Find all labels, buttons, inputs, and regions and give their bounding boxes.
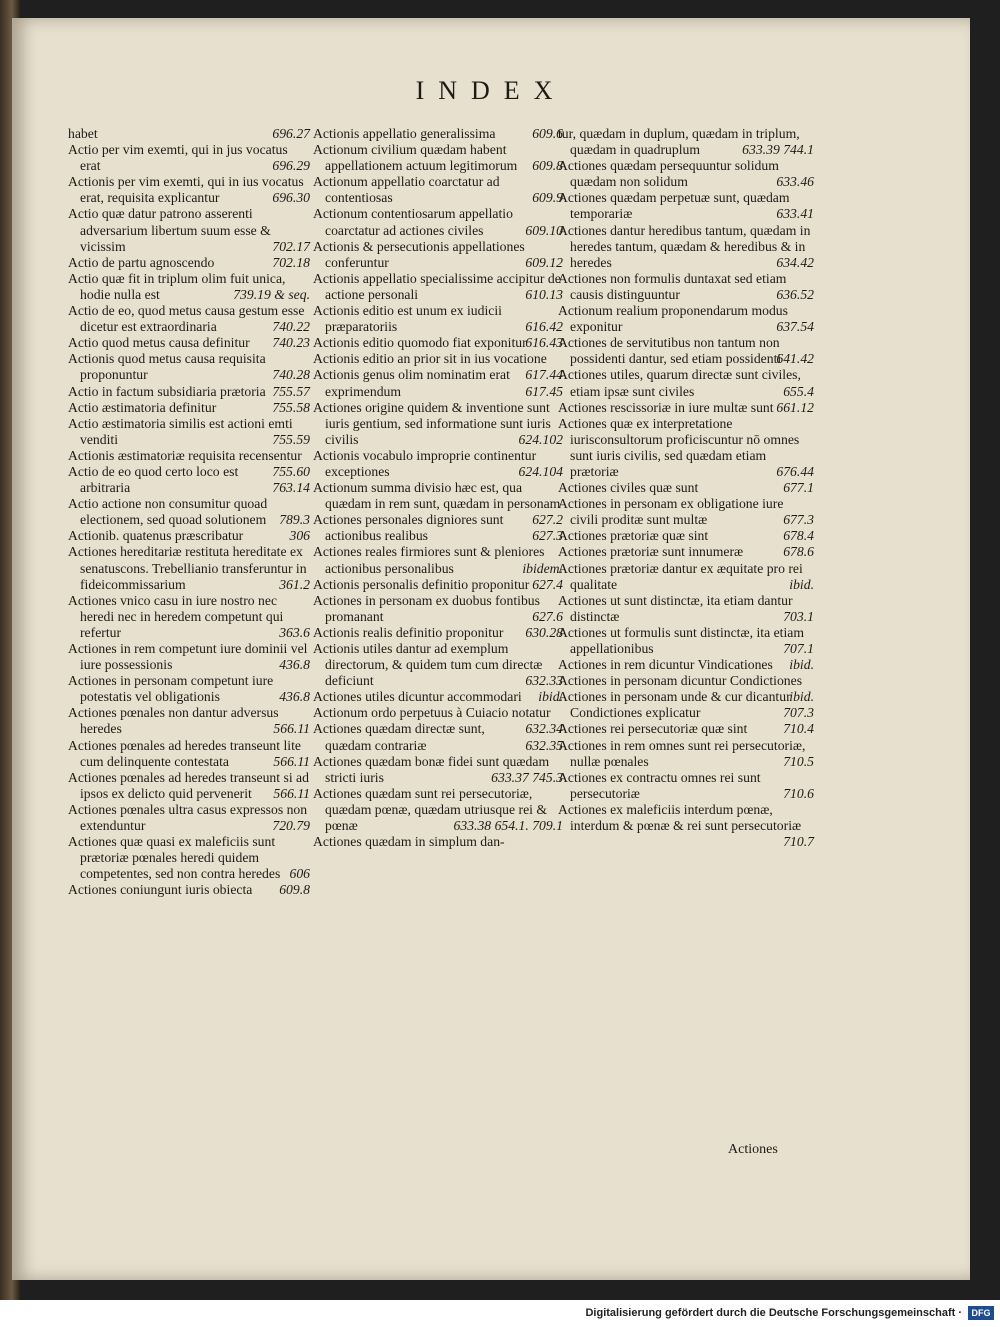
index-entry bbox=[68, 882, 310, 898]
index-entry bbox=[68, 255, 310, 271]
index-entry bbox=[558, 561, 814, 593]
index-entry bbox=[313, 303, 563, 335]
index-entry bbox=[313, 544, 563, 576]
entry-text: Actio de eo, quod metus causa gestum esse dicetur est extraordinaria bbox=[68, 303, 305, 335]
index-entry bbox=[558, 528, 814, 544]
index-entry bbox=[68, 705, 310, 737]
entry-text: Actiones in personam competunt iure potestatis vel obligationis bbox=[68, 673, 274, 705]
entry-text: Actiones in personam ex obligatione iure civili proditæ sunt multæ bbox=[558, 496, 784, 528]
index-entry bbox=[313, 206, 563, 238]
index-column-3 bbox=[558, 126, 814, 850]
index-entry bbox=[558, 271, 814, 303]
index-entry bbox=[68, 303, 310, 335]
entry-text: Actionum realium proponendarum modus exponitur bbox=[558, 303, 788, 335]
page-reference: 789.3 bbox=[279, 512, 310, 528]
page-reference: 661.12 bbox=[776, 399, 814, 415]
entry-text: Actionis editio est unum ex iudicii præparatoriis bbox=[313, 303, 502, 335]
entry-text: Actiones in personam unde & cur dicantur Condictiones explicatur bbox=[558, 689, 791, 721]
page-reference: 637.54 bbox=[776, 319, 814, 335]
entry-text: Actiones quædam in simplum dan- bbox=[313, 834, 505, 850]
page-reference: 609.6 bbox=[532, 126, 563, 141]
index-entry bbox=[313, 641, 563, 689]
page-reference: 707.1 bbox=[783, 641, 814, 656]
page-reference: 710.5 bbox=[783, 753, 814, 769]
footer-credit: Digitalisierung gefördert durch die Deutsche Forschungsgemeinschaft · bbox=[585, 1307, 962, 1319]
entry-text: Actiones hereditariæ restituta hereditate ex senatuscons. Trebellianio transferuntur in fideicommissarium bbox=[68, 544, 307, 592]
page-reference: 632.34 bbox=[525, 721, 563, 737]
index-entry bbox=[558, 400, 814, 416]
book-page bbox=[12, 18, 970, 1280]
entry-text: Actio per vim exemti, qui in jus vocatus erat bbox=[68, 142, 288, 174]
entry-text: Actionib. quatenus præscribatur bbox=[68, 528, 244, 544]
entry-text: Actiones ex contractu omnes rei sunt persecutoriæ bbox=[558, 769, 761, 801]
page-reference: 633.41 bbox=[776, 206, 814, 222]
page-reference: 617.45 bbox=[525, 383, 563, 399]
entry-text: Actio actione non consumitur quoad electionem, sed quoad solutionem bbox=[68, 496, 268, 528]
index-entry bbox=[313, 271, 563, 303]
index-column-2 bbox=[313, 126, 563, 850]
page-reference: 634.42 bbox=[776, 254, 814, 270]
entry-text: Actionis æstimatoriæ requisita recensentur bbox=[68, 447, 302, 463]
index-entry bbox=[68, 142, 310, 174]
entry-text: Actiones dantur heredibus tantum, quædam in heredes tantum, quædam & heredibus & in heredes bbox=[558, 222, 811, 270]
entry-text: Actiones in personam ex duobus fontibus promanant bbox=[313, 592, 540, 624]
page-reference: 710.4 bbox=[783, 721, 814, 737]
index-entry bbox=[68, 834, 310, 882]
entry-text: Actionum contentiosarum appellatio coarctatur ad actiones civiles bbox=[313, 206, 513, 238]
index-entry bbox=[68, 673, 310, 705]
index-entry bbox=[313, 689, 563, 705]
page-reference: 624.102 bbox=[518, 431, 563, 447]
page-reference: 606 bbox=[289, 866, 310, 882]
page-reference: 633.46 bbox=[776, 174, 814, 190]
entry-text: Actionis personalis definitio proponitur bbox=[313, 576, 530, 592]
page-reference: 678.6 bbox=[783, 544, 814, 560]
entry-text: Actiones utiles dicuntur accommodari bbox=[313, 689, 522, 705]
page-reference: 627.3 bbox=[532, 528, 563, 544]
page-reference: 633.39 744.1 bbox=[742, 142, 814, 158]
entry-text: Actiones civiles quæ sunt bbox=[558, 480, 699, 496]
entry-text: Actiones rescissoriæ in iure multæ sunt bbox=[558, 399, 774, 415]
entry-text: Actio de partu agnoscendo bbox=[68, 254, 215, 270]
index-entry bbox=[313, 593, 563, 625]
page-reference: 641.42 bbox=[776, 351, 814, 367]
index-entry bbox=[68, 528, 310, 544]
entry-text: Actiones ex maleficiis interdum pœnæ, interdum & pœnæ & rei sunt persecutoriæ bbox=[558, 801, 802, 834]
index-entry bbox=[558, 689, 814, 721]
page-reference: 710.6 bbox=[783, 785, 814, 801]
index-entry bbox=[313, 754, 563, 786]
entry-text: Actio de eo quod certo loco est arbitraria bbox=[68, 463, 239, 496]
entry-text: Actiones ut formulis sunt distinctæ, ita etiam appellationibus bbox=[558, 624, 804, 656]
dfg-logo: DFG bbox=[968, 1306, 994, 1320]
entry-text: Actionum summa divisio hæc est, qua quædam in rem sunt, quædam in personam bbox=[313, 480, 561, 512]
page-reference: 740.22 bbox=[272, 319, 310, 335]
index-entry bbox=[313, 786, 563, 834]
page-reference: 306 bbox=[289, 528, 310, 544]
page-reference: 632.33 bbox=[525, 673, 563, 689]
index-entry bbox=[313, 625, 563, 641]
page-reference: 436.8 bbox=[279, 657, 310, 673]
page-reference: 616.42 bbox=[525, 319, 563, 335]
index-entry bbox=[313, 126, 563, 142]
entry-text: Actiones vnico casu in iure nostro nec heredi nec in heredem competunt qui refertur bbox=[68, 592, 284, 640]
entry-text: Actiones personales digniores sunt actionibus realibus bbox=[313, 512, 504, 544]
entry-text: Actiones quædam sunt rei persecutoriæ, quædam pœnæ, quædam utriusque rei & pœnæ bbox=[313, 785, 548, 834]
entry-text: habet bbox=[68, 126, 98, 141]
entry-text: Actiones reales firmiores sunt & pleniores actionibus personalibus bbox=[313, 544, 545, 576]
entry-text: Actionis & persecutionis appellationes conferuntur bbox=[313, 238, 525, 270]
page-title: INDEX bbox=[415, 76, 567, 105]
entry-text: Actiones in personam dicuntur Condictiones bbox=[558, 673, 803, 689]
page-reference: 436.8 bbox=[279, 689, 310, 705]
entry-text: Actio quæ datur patrono asserenti adversarium libertum suum esse & vicissim bbox=[68, 206, 271, 254]
index-entry bbox=[313, 834, 563, 850]
index-entry bbox=[313, 174, 563, 206]
page-reference: 627.2 bbox=[532, 512, 563, 528]
index-entry bbox=[68, 544, 310, 592]
entry-text: Actiones pœnales ad heredes transeunt lite cum delinquente contestata bbox=[68, 737, 301, 769]
index-entry bbox=[558, 158, 814, 190]
entry-text: Actiones in rem competunt iure dominii vel iure possessionis bbox=[68, 641, 308, 673]
page-reference: 566.11 bbox=[273, 785, 310, 801]
page-reference: 655.4 bbox=[783, 383, 814, 399]
page-reference: 755.59 bbox=[272, 431, 310, 447]
page-reference: 566.11 bbox=[273, 753, 310, 769]
index-entry bbox=[68, 384, 310, 400]
page-reference: 696.29 bbox=[272, 158, 310, 174]
page-reference: 566.11 bbox=[273, 721, 310, 737]
index-entry bbox=[558, 335, 814, 367]
index-entry bbox=[313, 239, 563, 271]
index-entry bbox=[68, 496, 310, 528]
entry-text: Actiones quædam bonæ fidei sunt quædam stricti iuris bbox=[313, 753, 550, 785]
index-entry bbox=[68, 802, 310, 834]
entry-text: Actionis per vim exemti, qui in ius vocatus erat, requisita explicantur bbox=[68, 174, 304, 206]
page-reference: ibid. bbox=[789, 657, 814, 673]
entry-text: Actio æstimatoria similis est actioni emti venditi bbox=[68, 415, 293, 447]
page-reference: 755.57 bbox=[272, 383, 310, 399]
index-entry bbox=[558, 593, 814, 625]
entry-text: Actiones quædam persequuntur solidum quædam non solidum bbox=[558, 158, 779, 190]
page-reference: 703.1 bbox=[783, 608, 814, 624]
index-entry bbox=[313, 142, 563, 174]
entry-text: Actiones prætoriæ quæ sint bbox=[558, 528, 709, 544]
index-entry bbox=[68, 593, 310, 641]
page-reference: 609.8 bbox=[532, 158, 563, 174]
page-reference: 702.17 bbox=[272, 238, 310, 254]
page-reference: 632.35 bbox=[525, 737, 563, 753]
page-reference: 633.38 654.1. 709.1 bbox=[453, 818, 563, 834]
page-reference: 739.19 & seq. bbox=[233, 286, 310, 302]
page-reference: 624.104 bbox=[518, 463, 563, 479]
index-entry bbox=[558, 367, 814, 399]
entry-text: Actiones prætoriæ sunt innumeræ bbox=[558, 544, 744, 560]
page-reference: 630.28 bbox=[525, 624, 563, 640]
entry-text: Actiones utiles, quarum directæ sunt civiles, etiam ipsæ sunt civiles bbox=[558, 367, 801, 399]
index-entry bbox=[558, 126, 814, 158]
index-entry bbox=[313, 577, 563, 593]
catchword: Actiones bbox=[728, 1142, 778, 1157]
entry-text: Actiones prætoriæ dantur ex æquitate pro rei qualitate bbox=[558, 560, 803, 592]
page-reference: 609.12 bbox=[525, 254, 563, 270]
entry-text: Actiones non formulis duntaxat sed etiam causis distinguuntur bbox=[558, 270, 787, 302]
page-reference: 707.3 bbox=[783, 705, 814, 721]
index-entry bbox=[68, 206, 310, 254]
entry-text: Actiones rei persecutoriæ quæ sint bbox=[558, 721, 748, 737]
index-entry bbox=[313, 400, 563, 448]
index-entry bbox=[313, 512, 563, 544]
entry-text: Actio quod metus causa definitur bbox=[68, 335, 250, 351]
index-column-1 bbox=[68, 126, 310, 899]
index-entry bbox=[558, 480, 814, 496]
entry-text: Actiones pœnales ultra casus expressos non extenduntur bbox=[68, 801, 308, 834]
index-entry bbox=[313, 335, 563, 351]
page-reference: 710.7 bbox=[783, 834, 814, 850]
index-entry bbox=[68, 174, 310, 206]
index-entry bbox=[68, 271, 310, 303]
page-reference: 617.44 bbox=[525, 367, 563, 383]
page-reference: 677.3 bbox=[783, 512, 814, 528]
page-reference: 678.4 bbox=[783, 528, 814, 544]
page-reference: 755.60 bbox=[272, 463, 310, 479]
index-entry bbox=[558, 625, 814, 657]
entry-text: Actiones in rem dicuntur Vindicationes bbox=[558, 657, 773, 673]
index-entry bbox=[558, 303, 814, 335]
entry-text: Actiones pœnales ad heredes transeunt si ad ipsos ex delicto quid pervenerit bbox=[68, 769, 309, 801]
entry-text: Actio quæ fit in triplum olim fuit unica, hodie nulla est bbox=[68, 270, 286, 302]
index-entry bbox=[68, 400, 310, 416]
page-reference: ibid. bbox=[538, 689, 563, 705]
page-reference: 755.58 bbox=[272, 399, 310, 415]
page-reference: 702.18 bbox=[272, 254, 310, 270]
page-reference: 740.23 bbox=[272, 335, 310, 351]
entry-text: Actionum civilium quædam habent appellationem actuum legitimorum bbox=[313, 142, 518, 174]
index-entry bbox=[558, 801, 814, 850]
index-entry bbox=[68, 126, 310, 142]
page-reference: ibidem. bbox=[522, 560, 563, 576]
index-entry bbox=[313, 448, 563, 480]
entry-text: Actionis genus olim nominatim erat exprimendum bbox=[313, 367, 510, 399]
entry-text: Actiones pœnales non dantur adversus heredes bbox=[68, 705, 279, 737]
page-reference: ibid. bbox=[789, 689, 814, 705]
entry-text: Actionis editio quomodo fiat exponitur bbox=[313, 335, 527, 351]
index-entry bbox=[558, 657, 814, 673]
entry-text: Actionum ordo perpetuus à Cuiacio notatur bbox=[313, 705, 551, 721]
entry-text: Actiones origine quidem & inventione sunt iuris gentium, sed informatione sunt iuris civilis bbox=[313, 399, 551, 447]
index-entry bbox=[558, 416, 814, 480]
index-entry bbox=[68, 335, 310, 351]
page-reference: 696.30 bbox=[272, 190, 310, 206]
page-reference: 740.28 bbox=[272, 367, 310, 383]
index-entry bbox=[558, 721, 814, 737]
page-reference: 609.9 bbox=[532, 190, 563, 206]
entry-text: Actionum appellatio coarctatur ad contentiosas bbox=[313, 174, 500, 206]
index-entry bbox=[68, 770, 310, 802]
entry-text: Actiones quæ ex interpretatione iurisconsultorum proficiscuntur nō omnes sunt iuris civilis, sed quædam etiam prætoriæ bbox=[558, 415, 800, 479]
index-entry bbox=[558, 738, 814, 770]
page-reference: 610.13 bbox=[525, 286, 563, 302]
entry-text: Actiones de servitutibus non tantum non possidenti dantur, sed etiam possidenti bbox=[558, 335, 782, 367]
index-entry bbox=[558, 496, 814, 528]
page-reference: ibid. bbox=[789, 576, 814, 592]
index-entry bbox=[558, 190, 814, 222]
entry-text: Actionis utiles dantur ad exemplum directorum, & quidem tum cum directæ deficiunt bbox=[313, 641, 543, 689]
page-reference: 763.14 bbox=[272, 480, 310, 496]
entry-text: Actionis quod metus causa requisita proponuntur bbox=[68, 351, 266, 383]
entry-text: Actiones quædam perpetuæ sunt, quædam temporariæ bbox=[558, 190, 790, 222]
index-entry bbox=[558, 223, 814, 271]
page-reference: 616.43 bbox=[525, 335, 563, 351]
entry-text: Actiones in rem omnes sunt rei persecutoriæ, nullæ pœnales bbox=[558, 737, 806, 769]
entry-text: Actiones coniungunt iuris obiecta bbox=[68, 882, 253, 898]
entry-text: Actiones quædam directæ sunt, quædam contrariæ bbox=[313, 721, 485, 753]
index-entry bbox=[68, 447, 310, 479]
page-reference: 677.1 bbox=[783, 480, 814, 496]
page-reference: 627.4 bbox=[532, 576, 563, 592]
entry-text: Actio in factum subsidiaria prætoria bbox=[68, 383, 266, 399]
index-entry bbox=[68, 641, 310, 673]
entry-text: Actionis realis definitio proponitur bbox=[313, 624, 504, 640]
entry-text: Actionis vocabulo improprie continentur exceptiones bbox=[313, 447, 537, 479]
index-entry bbox=[68, 351, 310, 383]
page-reference: 720.79 bbox=[272, 818, 310, 834]
index-entry bbox=[68, 738, 310, 770]
index-entry bbox=[558, 544, 814, 560]
entry-text: Actionis appellatio generalissima bbox=[313, 126, 496, 141]
page-reference: 676.44 bbox=[776, 463, 814, 479]
entry-text: tur, quædam in duplum, quædam in triplum, quædam in quadruplum bbox=[558, 126, 800, 158]
entry-text: Actionis editio an prior sit in ius vocatione bbox=[313, 351, 547, 367]
index-entry bbox=[68, 416, 310, 448]
entry-text: Actiones ut sunt distinctæ, ita etiam dantur distinctæ bbox=[558, 592, 793, 624]
index-entry bbox=[558, 770, 814, 802]
page-reference: 363.6 bbox=[279, 624, 310, 640]
page-reference: 627.6 bbox=[532, 608, 563, 624]
entry-text: Actionis appellatio specialissime accipitur de actione personali bbox=[313, 270, 561, 302]
page-reference: 361.2 bbox=[279, 576, 310, 592]
digitization-footer bbox=[0, 1300, 1000, 1327]
entry-text: Actiones quæ quasi ex maleficiis sunt prætoriæ pœnales heredi quidem competentes, sed non contra heredes bbox=[68, 834, 281, 882]
entry-text: Actio æstimatoria definitur bbox=[68, 399, 217, 415]
page-reference: 696.27 bbox=[272, 126, 310, 141]
page-reference: 609.8 bbox=[279, 882, 310, 898]
page-reference: 633.37 745.3 bbox=[491, 769, 563, 785]
page-reference: 636.52 bbox=[776, 286, 814, 302]
page-reference: 609.10 bbox=[525, 222, 563, 238]
